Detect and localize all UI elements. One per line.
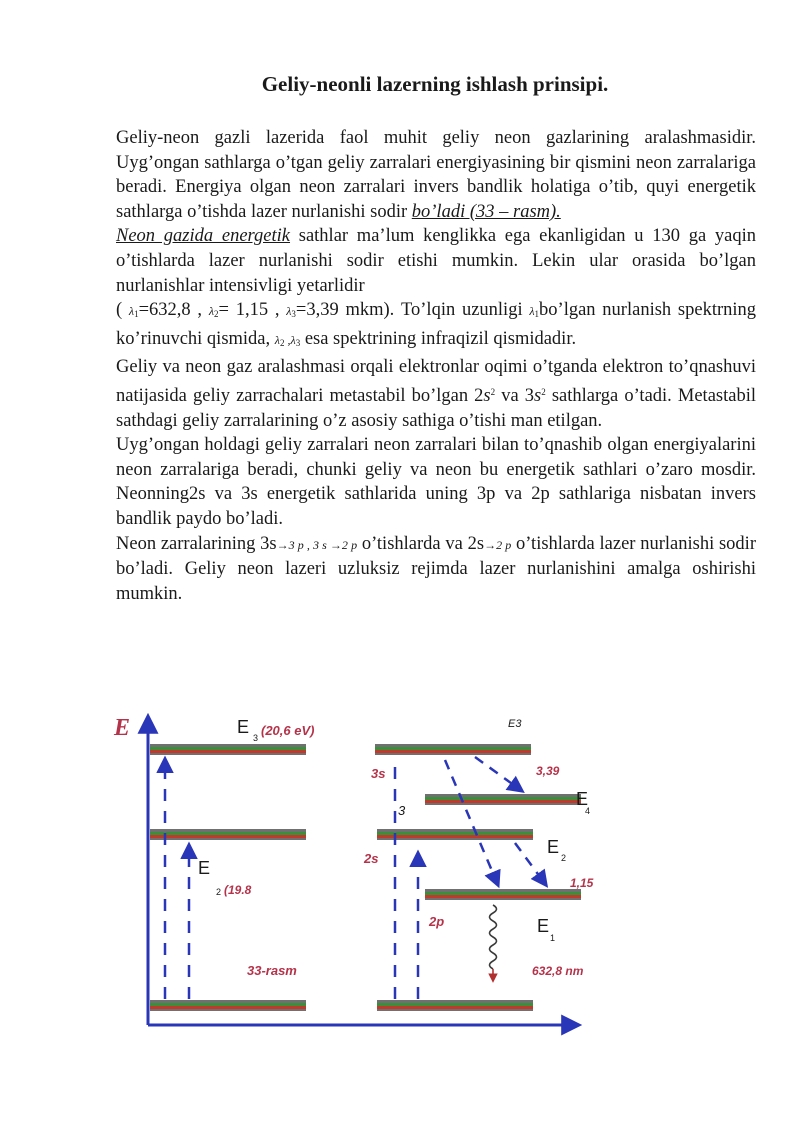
p4-s1-sup: 2 <box>490 386 496 397</box>
he-mid-energy: (19.8 <box>224 883 252 897</box>
label-2s: 2s <box>364 851 379 866</box>
ne-level-3p <box>425 794 581 805</box>
he-top-energy: (20,6 eV) <box>261 723 315 738</box>
lambda-2: λ <box>208 304 215 319</box>
he-level-mid <box>150 829 306 840</box>
paragraph-2 <box>116 224 756 298</box>
lambda-3-value: =3,39 mkm). To’lqin uzunligi <box>295 300 530 321</box>
paragraph-2-lead: Neon gazida energetik <box>116 226 291 247</box>
label-e1-sub: 1 <box>550 933 556 943</box>
figure-caption: 33-rasm <box>247 963 297 978</box>
paragraph-5-text: Uyg’ongan holdagi geliy zarralari neon zarralari bilan to’qnashib olgan energiyalarini neon zarralariga beradi, chunki geliy va neon bu energetik sathlari o’zaro mosdir. Neonning2s va 3s energetik sathlarida uning 3p va 2p sathlariga nisbatan invers bandlik paydo bo’ladi. <box>116 435 756 529</box>
energy-level-diagram <box>100 705 600 1045</box>
label-115: 1,15 <box>570 876 594 890</box>
p3-text-1: bo’lgan nurlanish spektrning ko’rinuvchi qismida, <box>116 300 757 349</box>
ne-level-2p <box>425 889 581 900</box>
p6-text-3: o’tishlarda lazer nurlanishi sodir bo’ladi. Geliy neon lazeri uzluksiz rejimda lazer nurlanishini amalga oshirishi mumkin. <box>116 533 756 604</box>
lambda-2-ref-sub: 2 <box>279 337 285 348</box>
he-level-ground <box>150 1000 306 1011</box>
lambda-3-ref: λ <box>290 332 296 347</box>
label-e1: E <box>537 916 550 936</box>
label-e2-sub: 2 <box>561 853 567 863</box>
lambda-1-ref-sub: 1 <box>534 309 540 320</box>
ne-top-label: E3 <box>508 718 522 730</box>
figure-reference: bo’ladi (33 – rasm). <box>411 201 561 222</box>
p3-open: ( <box>116 300 129 321</box>
paragraph-1-text: Geliy-neon gazli lazerida faol muhit geliy neon gazlarining aralashmasidir. Uyg’ongan sathlarga o’tgan geliy zarralari energiyasining bir qismini neon zarralariga beradi. Energiya olgan neon zarralari invers bandlik holatiga o’tib, quyi energetik sathlarga o’tishda lazer nurlanishi sodir <box>116 128 756 222</box>
paragraph-2-text: sathlar ma’lum kenglikka ega ekanligidan u 130 ga yaqin o’tishlarda lazer nurlanishi sodir etishi mumkin. Lekin ular orasida bo’lgan nurlanishlar intensivligi yetarlidir <box>116 226 757 296</box>
p3-comma: , <box>284 332 291 347</box>
p6-transition-2: →2 p <box>484 537 512 552</box>
spontaneous-emission-wave <box>490 905 497 969</box>
label-3s-sub: 3 <box>398 803 406 818</box>
transition-3s-3p <box>475 757 522 791</box>
p4-s1: s <box>483 385 491 406</box>
label-339: 3,39 <box>536 764 560 778</box>
lambda-3: λ <box>286 304 292 319</box>
lambda-1-sub: 1 <box>134 309 139 320</box>
label-e4: E <box>575 789 588 809</box>
body-text <box>116 126 756 606</box>
lambda-2-value: = 1,15 , <box>218 300 287 321</box>
he-mid-label: E <box>198 858 211 878</box>
page-title: Geliy-neonli lazerning ishlash prinsipi. <box>261 72 609 96</box>
lambda-3-ref-sub: 3 <box>295 337 301 348</box>
lambda-1-ref: λ <box>529 304 535 319</box>
he-top-sub: 3 <box>253 733 259 743</box>
paragraph-6 <box>116 532 756 607</box>
he-top-label: E <box>237 717 250 737</box>
ne-level-ground <box>377 1000 533 1011</box>
transition-2s-2p <box>515 843 546 885</box>
paragraph-5 <box>116 433 756 531</box>
paragraph-1 <box>116 126 756 224</box>
p4-text-2: va 3 <box>495 385 535 406</box>
p4-text-3: sathlarga o’tadi. Metastabil sathdagi geliy zarralarining o’z asosiy sathiga o’tishi man etilgan. <box>116 385 756 431</box>
he-mid-sub: 2 <box>216 887 222 897</box>
lambda-1-value: =632,8 , <box>138 300 209 321</box>
ne-level-3s <box>375 744 531 755</box>
label-3s: 3s <box>371 766 386 781</box>
ne-level-2s <box>377 829 533 840</box>
label-e4-sub: 4 <box>584 806 590 816</box>
paragraph-4 <box>116 355 756 433</box>
lambda-2-ref: λ <box>274 332 280 347</box>
label-e2: E <box>547 837 560 857</box>
p4-s2-sup: 2 <box>541 386 546 397</box>
p6-text-1: Neon zarralarining 3s <box>116 533 277 554</box>
label-2p: 2p <box>429 914 445 929</box>
lambda-3-sub: 3 <box>291 309 296 320</box>
lambda-2-sub: 2 <box>214 309 219 320</box>
label-6328: 632,8 nm <box>532 964 584 978</box>
he-level-top <box>150 744 306 755</box>
axis-label-e: E <box>114 715 131 741</box>
p4-s2: s <box>534 385 542 406</box>
paragraph-3 <box>116 298 756 355</box>
lambda-1: λ <box>128 304 135 319</box>
p6-text-2: o’tishlarda va 2s <box>357 533 485 554</box>
p3-text-2: esa spektrining infraqizil qismidadir. <box>300 328 577 349</box>
p6-transition-1: →3 p , 3 s →2 p <box>276 537 358 552</box>
p4-text-1: Geliy va neon gaz aralashmasi orqali elektronlar oqimi o’tganda elektron to’qnashuvi natijasida geliy zarrachalari metastabil bo’lgan 2 <box>116 357 756 406</box>
transition-3s-2p <box>445 760 498 885</box>
